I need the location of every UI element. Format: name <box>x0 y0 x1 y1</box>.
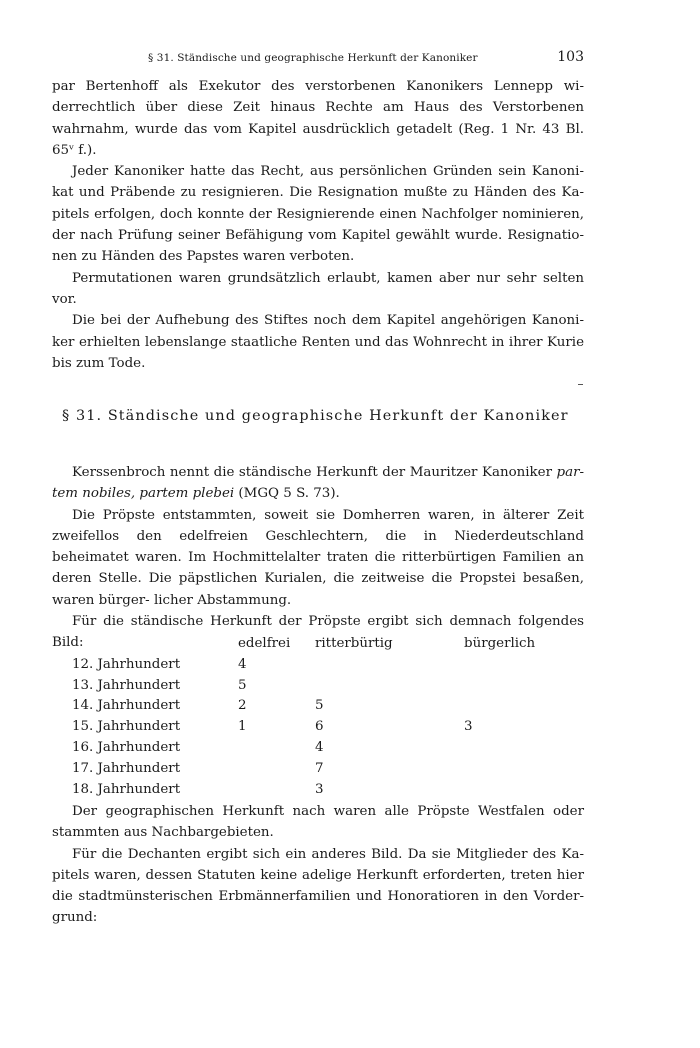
table-row <box>52 759 584 780</box>
column-header: bürgerlich <box>464 636 536 651</box>
table-cell: 5 <box>238 677 247 693</box>
citation: (MGQ 5 S. 73). <box>234 486 340 502</box>
table-cell: 15. Jahrhundert <box>72 719 181 735</box>
table-cell: 4 <box>315 739 324 755</box>
table-cell: 2 <box>238 698 247 714</box>
text-line: Bild: <box>52 635 84 651</box>
table-row <box>52 780 584 801</box>
text-line: Jeder Kanoniker hatte das Recht, aus persönlichen Gründen sein Kanoni- <box>72 164 584 180</box>
paragraph-resignation <box>52 161 584 267</box>
paragraph-provosts <box>52 505 584 611</box>
text-line: die stadtmünsterischen Erbmännerfamilien und Honoratioren in den Vorder- <box>52 889 584 905</box>
table-cell: 18. Jahrhundert <box>72 781 181 797</box>
page-number: 103 <box>557 49 584 65</box>
text-line: pitels erfolgen, doch konnte der Resignierende einen Nachfolger nominieren, <box>52 206 584 222</box>
table-cell: 4 <box>238 656 247 672</box>
origin-table <box>52 634 584 800</box>
text-line: pitels waren, dessen Statuten keine adelige Herkunft erforderten, treten hier <box>52 867 584 883</box>
text-line: waren. Im Hochmittelalter traten die ritterbürtigen Familien an deren Stelle. <box>52 550 584 587</box>
running-head <box>52 50 584 66</box>
table-row <box>52 676 584 697</box>
table-cell: 12. Jahrhundert <box>72 656 181 672</box>
text-line: Für die Dechanten ergibt sich ein anderes Bild. Da sie Mitglieder des Ka- <box>72 846 584 862</box>
text-line: der nach Prüfung seiner Befähigung vom Kapitel gewählt wurde. Resignatio- <box>52 228 584 244</box>
paragraph-kerssenbroch <box>52 462 584 505</box>
text-line: Für die ständische Herkunft der Pröpste ergibt sich demnach folgendes <box>72 614 584 630</box>
table-header-row <box>52 634 584 655</box>
table-cell: 6 <box>315 719 324 735</box>
running-title: § 31. Ständische und geographische Herkunft der Kanoniker <box>148 52 478 64</box>
column-header: edelfrei <box>238 636 291 651</box>
text-line: Die Pröpste entstammten, soweit sie Domherren waren, in älterer Zeit <box>72 507 584 523</box>
text-block-after-table <box>52 801 584 929</box>
table-cell: 3 <box>464 719 473 735</box>
table-cell: 7 <box>315 760 324 776</box>
text-line: Bl. 65ᵛ f.). <box>52 121 584 158</box>
text-line: vor. <box>52 291 77 307</box>
paragraph-deans <box>52 844 584 929</box>
text-line: Die päpstlichen Kurialen, die zeitweise die Propstei besaßen, waren bürger- <box>52 571 584 608</box>
table-row <box>52 717 584 738</box>
paragraph-pension <box>52 310 584 374</box>
table-cell: 17. Jahrhundert <box>72 760 181 776</box>
table-cell: 3 <box>315 781 324 797</box>
text-line: nen zu Händen des Papstes waren verboten. <box>52 249 355 265</box>
section-heading: § 31. Ständische und geographische Herkunft der Kanoniker <box>62 408 569 424</box>
text-line: ker erhielten lebenslange staatliche Renten und das Wohnrecht in ihrer Kurie <box>52 334 584 350</box>
table-row <box>52 738 584 759</box>
column-header: ritterbürtig <box>315 636 393 651</box>
text-line: zweifellos den edelfreien Geschlechtern, die in Niederdeutschland beheimatet <box>52 528 584 566</box>
table-cell: 5 <box>315 698 324 714</box>
table-cell: 16. Jahrhundert <box>72 739 181 755</box>
table-cell: 13. Jahrhundert <box>72 677 181 693</box>
text-line: Kerssenbroch nennt die ständische Herkunft der Mauritzer Kanoniker <box>72 465 557 480</box>
text-line: Permutationen waren grundsätzlich erlaubt, kamen aber nur sehr selten <box>72 270 584 286</box>
text-line: stammten aus Nachbargebieten. <box>52 825 274 841</box>
margin-mark <box>578 384 583 385</box>
table-row <box>52 655 584 676</box>
text-line: Der geographischen Herkunft nach waren alle Pröpste Westfalen oder <box>72 804 584 819</box>
text-line: derrechtlich über diese Zeit hinaus Rechte am Haus des Verstorbenen <box>52 100 584 116</box>
text-block-continuation <box>52 76 584 374</box>
latin-quote: tem nobiles, partem plebei <box>52 486 235 502</box>
latin-quote: par- <box>556 465 584 480</box>
text-block-section <box>52 462 584 654</box>
text-line: wahrnahm, wurde das vom Kapitel ausdrücklich getadelt (Reg. 1 Nr. 43 <box>52 121 560 137</box>
table-cell: 14. Jahrhundert <box>72 698 181 714</box>
text-line: par Bertenhoff als Exekutor des verstorbenen Kanonikers Lennepp wi- <box>52 79 584 94</box>
paragraph-permutation <box>52 268 584 311</box>
table-row <box>52 696 584 717</box>
text-line: bis zum Tode. <box>52 355 146 371</box>
paragraph-geographic <box>52 801 584 844</box>
text-line: kat und Präbende zu resignieren. Die Resignation mußte zu Händen des Ka- <box>52 185 584 201</box>
text-line: licher Abstammung. <box>153 592 292 608</box>
text-line: Die bei der Aufhebung des Stiftes noch dem Kapitel angehörigen Kanoni- <box>72 313 584 329</box>
table-cell: 1 <box>238 719 247 735</box>
text-line: grund: <box>52 910 98 926</box>
paragraph-executor <box>52 76 584 161</box>
